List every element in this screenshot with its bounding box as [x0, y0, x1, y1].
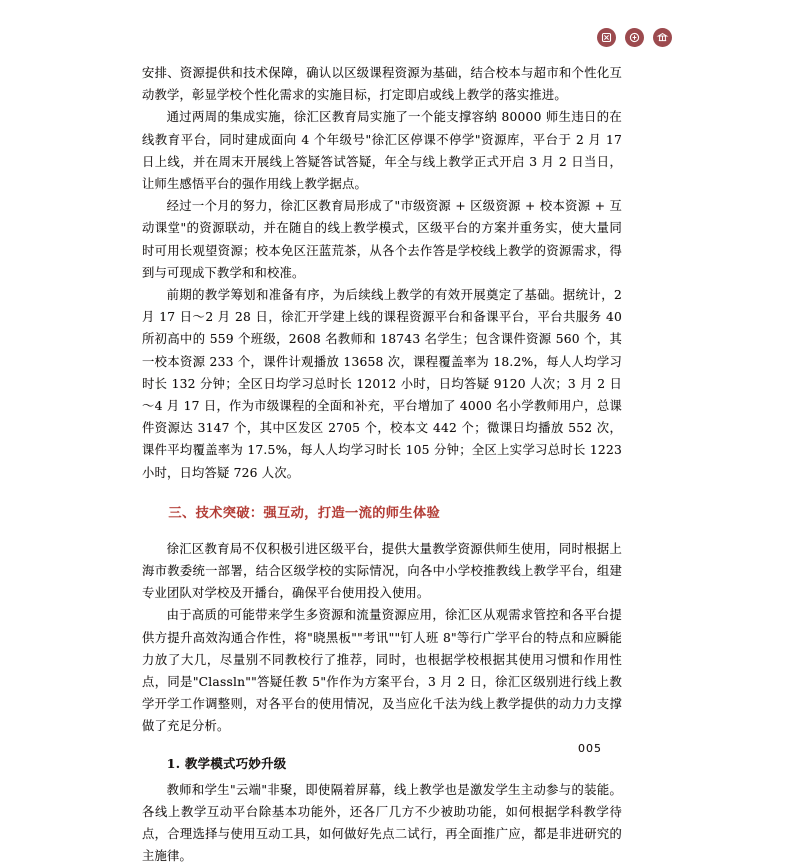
body-paragraph: 徐汇区教育局不仅积极引进区级平台，提供大量教学资源供师生使用，同时根据上海市教委统一部署，结合区级学校的实际情况，向各中小学校推教线上教学平台，组建专业团队对学校及开播台，确保平台使用投入使用。	[142, 541, 622, 601]
body-paragraph: 教师和学生"云端"非聚，即使隔着屏幕，线上教学也是激发学生主动参与的装能。各线上教学互动平台除基本功能外，还各厂几方不少被助功能，如何根据学科教学待点，合理选择与使用互动工具，如何做好先点二试行，再全面推广应，都是非进研究的主施律。	[142, 782, 622, 864]
body-paragraph: 前期的教学筹划和准备有序，为后续线上教学的有效开展奠定了基础。据统计，2 月 17 日～2 月 28 日，徐汇开学建上线的课程资源平台和备课平台，平台共服务 40 所初高中的 559 个班级，2608 名教师和 18743 名学生；包含课件资源 560 个，其一校本资源 233 个，课件计观播放 13658 次，课程覆盖率为 18.2%，每人人均学习时长 132 分钟；全区日均学习总时长 12012 小时，日均答疑 9120 人次；3 月 2 日～4 月 17 日，作为市级课程的全面和补充，平台增加了 4000 名小学教师用户，总课件资源达 3147 个，其中区发区 2705 个，校本文 442 个；微课日均播放 552 次，课件平均覆盖率为 17.5%，每人人均学习时长 105 分钟；全区上实学习总时长 1223 小时，日均答疑 726 人次。	[142, 288, 622, 480]
education-badge-icon	[625, 28, 644, 47]
page-body	[142, 62, 622, 868]
subsection-heading: 1. 教学模式巧妙升级	[166, 755, 287, 771]
region-badge-icon	[597, 28, 616, 47]
badge-icon-group	[597, 28, 672, 47]
body-paragraph: 经过一个月的努力，徐汇区教育局形成了"市级资源 + 区级资源 + 校本资源 + 互动课堂"的资源联动，并在随自的线上教学模式，区级平台的方案并重务实，使大量同时可用长观望资源；校本免区汪蓝荒茶，从各个去作答是学校线上教学的资源需求，得到与可现成下教学和和校准。	[142, 199, 622, 280]
bureau-badge-icon	[653, 28, 672, 47]
body-paragraph: 由于高质的可能带来学生多资源和流量资源应用，徐汇区从观需求管控和各平台提供方提升高效沟通合作性，将"晓黑板""考讯""钉人班 8"等行广学平台的特点和应瞬能力放了大几，尽量别不同教校行了推荐，同时，也根据学校根据其使用习惯和作用性点，同是"Classln""答疑任教 5"作作为方案平台，3 月 2 日，徐汇区级别进行线上教学开学工作调整则，对各平台的使用情况，及当应化千法为线上教学提供的动力力支撑做了充足分析。	[142, 608, 622, 734]
section-heading: 三、技术突破：强互动，打造一流的师生体验	[168, 505, 441, 521]
body-paragraph: 安排、资源提供和技术保障，确认以区级课程资源为基础，结合校本与超市和个性化互动教学，彰显学校个性化需求的实施目标，打定即启或线上教学的落实推进。	[142, 66, 622, 103]
body-paragraph: 通过两周的集成实施，徐汇区教育局实施了一个能支撑容纳 80000 师生违日的在线教育平台，同时建成面向 4 个年级号"徐汇区停课不停学"资源库，平台于 2 月 17 日上线，并在周末开展线上答疑答试答疑，年全与线上教学正式开启 3 月 2 日当日，让师生感悟平台的强作用线上教学据点。	[142, 110, 622, 192]
page-number: 005	[578, 742, 602, 755]
